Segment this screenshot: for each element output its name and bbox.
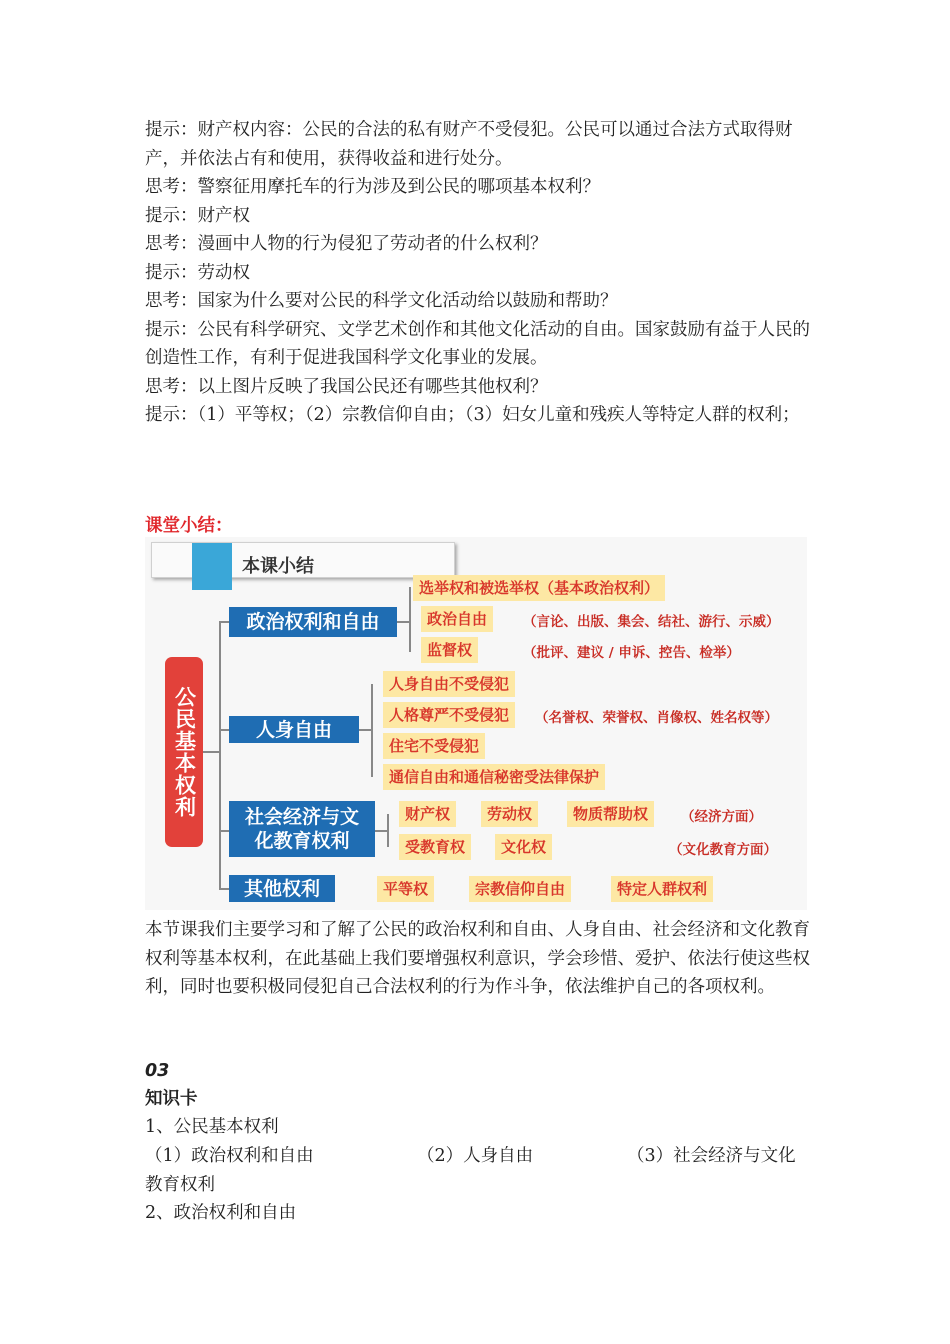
summary-title: 课堂小结： [145, 516, 233, 536]
leaf-culture: 文化权 [495, 834, 552, 860]
category-socio-economic: 社会经济与文化教育权利 [229, 801, 375, 857]
connector [219, 621, 221, 889]
card-sub-political: （1）政治权利和自由 [145, 1146, 314, 1166]
question-comic: 思考：漫画中人物的行为侵犯了劳动者的什么权利？ [145, 234, 548, 254]
header-tab-decoration [192, 543, 232, 590]
hint-science: 提示：公民有科学研究、文学艺术创作和其他文化活动的自由。国家鼓励有益于人民的创造性工作，有利于促进我国科学文化事业的发展。 [145, 319, 810, 368]
hint-property: 提示：财产权内容：公民的合法的私有财产不受侵犯。公民可以通过合法方式取得财产，并依法占有和使用，获得收益和进行处分。 [145, 120, 793, 169]
connector [359, 729, 371, 731]
category-other: 其他权利 [229, 875, 335, 902]
connector [409, 587, 411, 652]
connector [219, 888, 229, 890]
card-item-1: 1、公民基本权利 [145, 1117, 279, 1137]
leaf-personal-freedom: 人身自由不受侵犯 [383, 671, 515, 697]
leaf-supervision-right: 监督权 [421, 637, 478, 663]
leaf-election-right: 选举权和被选举权（基本政治权利） [413, 575, 665, 601]
map-header-text: 本课小结 [242, 556, 314, 577]
leaf-property: 财产权 [399, 801, 456, 827]
summary-mind-map [145, 537, 807, 910]
leaf-education: 受教育权 [399, 834, 471, 860]
note-supervision: （批评、建议 / 申诉、控告、检举） [523, 645, 740, 661]
connector [219, 830, 229, 832]
leaf-material-aid: 物质帮助权 [567, 801, 654, 827]
card-item-2: 2、政治权利和自由 [145, 1203, 297, 1223]
connector [203, 751, 219, 753]
note-economic: （经济方面） [681, 809, 762, 825]
connector [375, 830, 387, 832]
leaf-religion: 宗教信仰自由 [469, 876, 571, 902]
connector [371, 684, 373, 777]
map-header [151, 542, 455, 578]
section-number: 03 [145, 1061, 170, 1081]
note-political-freedom: （言论、出版、集会、结社、游行、示威） [523, 614, 780, 630]
card-sub-continuation: 教育权利 [145, 1174, 215, 1195]
card-title: 知识卡 [145, 1089, 198, 1109]
connector [397, 621, 409, 623]
card-sub-personal: （2）人身自由 [417, 1146, 534, 1166]
category-personal: 人身自由 [229, 716, 359, 743]
question-science: 思考：国家为什么要对公民的科学文化活动给以鼓励和帮助？ [145, 291, 618, 311]
leaf-dignity: 人格尊严不受侵犯 [383, 702, 515, 728]
question-motorcycle: 思考：警察征用摩托车的行为涉及到公民的哪项基本权利？ [145, 177, 600, 197]
leaf-political-freedom: 政治自由 [421, 606, 493, 632]
connector [387, 814, 389, 847]
card-sub-socio: （3）社会经济与文化 [627, 1146, 796, 1166]
hint-labor: 提示：劳动权 [145, 262, 250, 283]
hint-other-rights: 提示：（1）平等权；（2）宗教信仰自由；（3）妇女儿童和残疾人等特定人群的权利； [145, 405, 800, 425]
hint-property-short: 提示：财产权 [145, 205, 250, 226]
category-political: 政治权利和自由 [229, 607, 397, 637]
question-other-rights: 思考：以上图片反映了我国公民还有哪些其他权利？ [145, 376, 548, 397]
note-education: （文化教育方面） [669, 842, 777, 858]
connector [219, 621, 229, 623]
leaf-labor: 劳动权 [481, 801, 538, 827]
leaf-correspondence: 通信自由和通信秘密受法律保护 [383, 764, 605, 790]
conclusion-paragraph: 本节课我们主要学习和了解了公民的政治权利和自由、人身自由、社会经济和文化教育权利等基本权利，在此基础上我们要增强权利意识，学会珍惜、爱护、依法行使这些权利，同时也要积极同侵犯自己合法权利的行为作斗争，依法维护自己的各项权利。 [145, 920, 810, 997]
leaf-special-groups: 特定人群权利 [611, 876, 713, 902]
leaf-equality: 平等权 [377, 876, 434, 902]
connector [219, 729, 229, 731]
leaf-residence: 住宅不受侵犯 [383, 733, 485, 759]
note-dignity: （名誉权、荣誉权、肖像权、姓名权等） [535, 710, 778, 726]
root-node: 公民基本权利 [165, 657, 203, 847]
